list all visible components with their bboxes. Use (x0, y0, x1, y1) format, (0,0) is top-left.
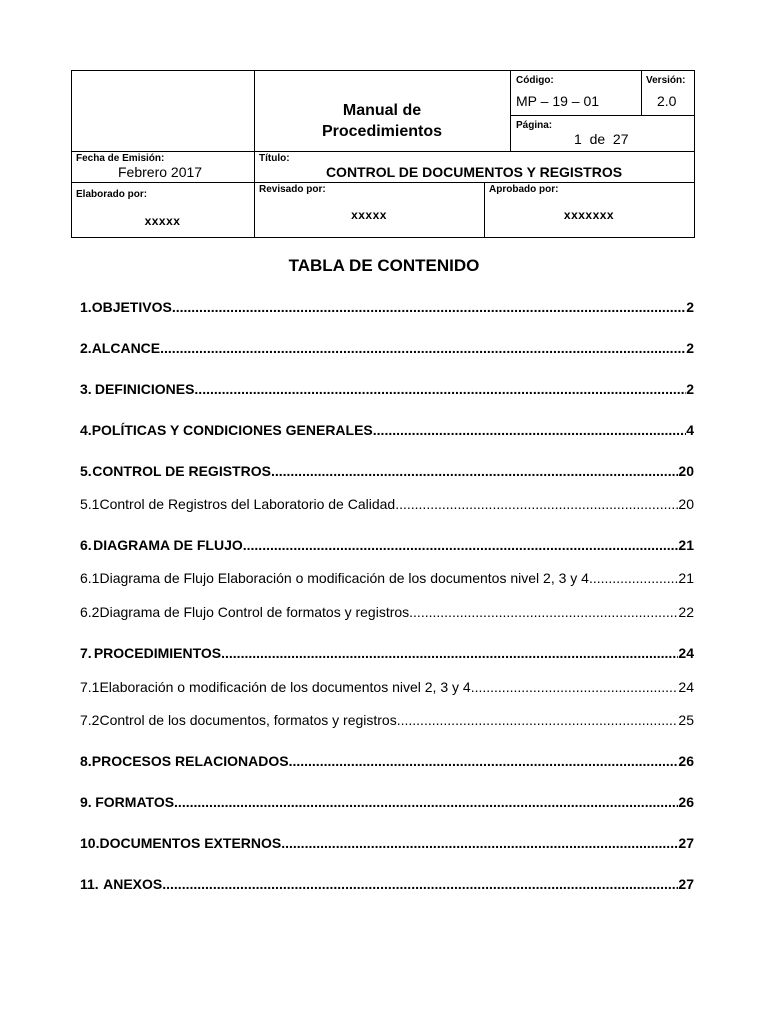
elaborado-value: xxxxx (144, 214, 181, 228)
toc-entry-control-documentos[interactable] (80, 712, 694, 732)
header-border-top (71, 70, 695, 71)
toc-entry-title: ANEXOS (103, 876, 163, 892)
toc-entry-diagrama-elaboracion[interactable] (80, 570, 694, 590)
toc-entry-number: 11. (80, 876, 99, 892)
toc-entry-procedimientos[interactable] (80, 645, 694, 665)
toc-entry-page: 25 (678, 712, 694, 728)
toc-entry-title: Diagrama de Flujo Control de formatos y registros. (99, 604, 414, 620)
document-header-table (0, 0, 768, 240)
toc-leader-dots (281, 835, 678, 851)
manual-title-line2: Procedimientos (321, 123, 443, 140)
toc-leader-dots (172, 299, 686, 315)
toc-leader-dots (160, 340, 686, 356)
toc-entry-title: OBJETIVOS (91, 299, 172, 315)
toc-entry-number: 10. (80, 835, 100, 851)
codigo-label: Código: (516, 75, 554, 86)
header-divider-version (641, 70, 642, 116)
toc-entry-page: 21 (678, 537, 694, 553)
toc-leader-dots (395, 496, 678, 512)
toc-entry-number: 5. (80, 463, 92, 479)
titulo-label: Título: (259, 153, 290, 164)
toc-leader-dots (162, 876, 678, 892)
toc-leader-dots (221, 645, 678, 661)
aprobado-label: Aprobado por: (489, 184, 559, 195)
titulo-value: CONTROL DE DOCUMENTOS Y REGISTROS (325, 164, 623, 180)
toc-entry-diagrama-formatos[interactable] (80, 604, 694, 624)
toc-entry-page: 26 (678, 794, 694, 810)
toc-entry-title: PROCEDIMIENTOS (93, 645, 222, 661)
toc-entry-number: 3. (80, 381, 92, 397)
toc-leader-dots (243, 537, 679, 553)
toc-entry-objetivos[interactable] (80, 299, 694, 319)
version-value: 2.0 (657, 93, 677, 109)
toc-entry-diagrama-flujo[interactable] (80, 537, 694, 557)
toc-entry-page: 4 (686, 422, 694, 438)
toc-entry-title: Control de los documentos, formatos y registros. (99, 712, 401, 728)
toc-entry-control-registros-laboratorio[interactable] (80, 496, 694, 516)
toc-entry-number: 9. (80, 794, 92, 810)
toc-title: TABLA DE CONTENIDO (288, 256, 480, 275)
toc-entry-page: 27 (678, 876, 694, 892)
toc-entry-formatos[interactable] (80, 794, 694, 814)
pagina-label: Página: (516, 120, 553, 131)
toc-entry-title: Control de Registros del Laboratorio de Calidad (99, 496, 396, 512)
manual-title-line1: Manual de (342, 102, 422, 119)
toc-entry-title: ALCANCE (91, 340, 161, 356)
toc-entry-title: DEFINICIONES (94, 381, 195, 397)
version-label: Versión: (646, 75, 686, 86)
toc-entry-page: 24 (678, 645, 694, 661)
toc-entry-number: 6.2 (80, 604, 100, 620)
toc-entry-anexos[interactable] (80, 876, 694, 896)
header-divider-signatures (71, 182, 695, 183)
toc-entry-documentos-externos[interactable] (80, 835, 694, 855)
revisado-label: Revisado por: (259, 184, 326, 195)
toc-leader-dots (271, 463, 678, 479)
toc-leader-dots (413, 604, 678, 620)
header-border-right (694, 70, 695, 238)
toc-leader-dots (289, 753, 679, 769)
toc-entry-definiciones[interactable] (80, 381, 694, 401)
toc-leader-dots (471, 679, 679, 695)
toc-entry-page: 2 (686, 381, 694, 397)
toc-entry-number: 7. (80, 645, 92, 661)
elaborado-label: Elaborado por: (76, 189, 148, 200)
toc-entry-alcance[interactable] (80, 340, 694, 360)
toc-entry-page: 22 (678, 604, 694, 620)
toc-entry-politicas[interactable] (80, 422, 694, 442)
toc-entry-page: 2 (686, 340, 694, 356)
toc-entry-number: 7.2 (80, 712, 100, 728)
codigo-value: MP – 19 – 01 (516, 93, 600, 109)
toc-entry-elaboracion-documentos[interactable] (80, 679, 694, 699)
toc-leader-dots (373, 422, 686, 438)
header-divider-col2 (510, 70, 511, 152)
header-divider-main (71, 151, 695, 152)
toc-entry-page: 27 (678, 835, 694, 851)
toc-entry-number: 5.1 (80, 496, 100, 512)
toc-entry-number: 6.1 (80, 570, 100, 586)
toc-entry-title: PROCESOS RELACIONADOS (91, 753, 289, 769)
toc-entry-number: 7.1 (80, 679, 100, 695)
aprobado-value: xxxxxxx (563, 208, 615, 222)
toc-leader-dots (401, 712, 679, 728)
toc-leader-dots (174, 794, 678, 810)
toc-entry-number: 4. (80, 422, 92, 438)
fecha-emision-value: Febrero 2017 (118, 164, 203, 180)
revisado-value: xxxxx (351, 208, 387, 222)
header-border-left (71, 70, 72, 238)
toc-entry-title: FORMATOS (95, 794, 175, 810)
manual-title (254, 100, 510, 142)
pagina-value: 1 de 27 (574, 131, 629, 147)
toc-entry-page: 21 (678, 570, 694, 586)
toc-entry-page: 20 (678, 496, 694, 512)
toc-entry-number: 6. (80, 537, 92, 553)
toc-entry-number: 1. (80, 299, 92, 315)
toc-entry-title: DIAGRAMA DE FLUJO (93, 537, 243, 553)
toc-entry-title: Diagrama de Flujo Elaboración o modificación de los documentos nivel 2, 3 y 4 (99, 570, 589, 586)
toc-entry-page: 2 (686, 299, 694, 315)
toc-entry-control-registros[interactable] (80, 463, 694, 483)
toc-leader-dots (589, 570, 678, 586)
header-border-bottom (71, 237, 695, 238)
toc-entry-number: 2. (80, 340, 92, 356)
toc-entry-number: 8. (80, 753, 92, 769)
toc-entry-page: 26 (678, 753, 694, 769)
fecha-emision-label: Fecha de Emisión: (76, 153, 165, 164)
toc-entry-procesos-relacionados[interactable] (80, 753, 694, 773)
toc-entry-page: 20 (678, 463, 694, 479)
header-divider-codigo (510, 115, 695, 116)
toc-entry-page: 24 (678, 679, 694, 695)
toc-entry-title: CONTROL DE REGISTROS (92, 463, 271, 479)
toc-entry-title: Elaboración o modificación de los documentos nivel 2, 3 y 4 (99, 679, 471, 695)
toc-entry-title: DOCUMENTOS EXTERNOS (99, 835, 282, 851)
toc-leader-dots (194, 381, 686, 397)
toc-entry-title: POLÍTICAS Y CONDICIONES GENERALES (91, 422, 373, 438)
